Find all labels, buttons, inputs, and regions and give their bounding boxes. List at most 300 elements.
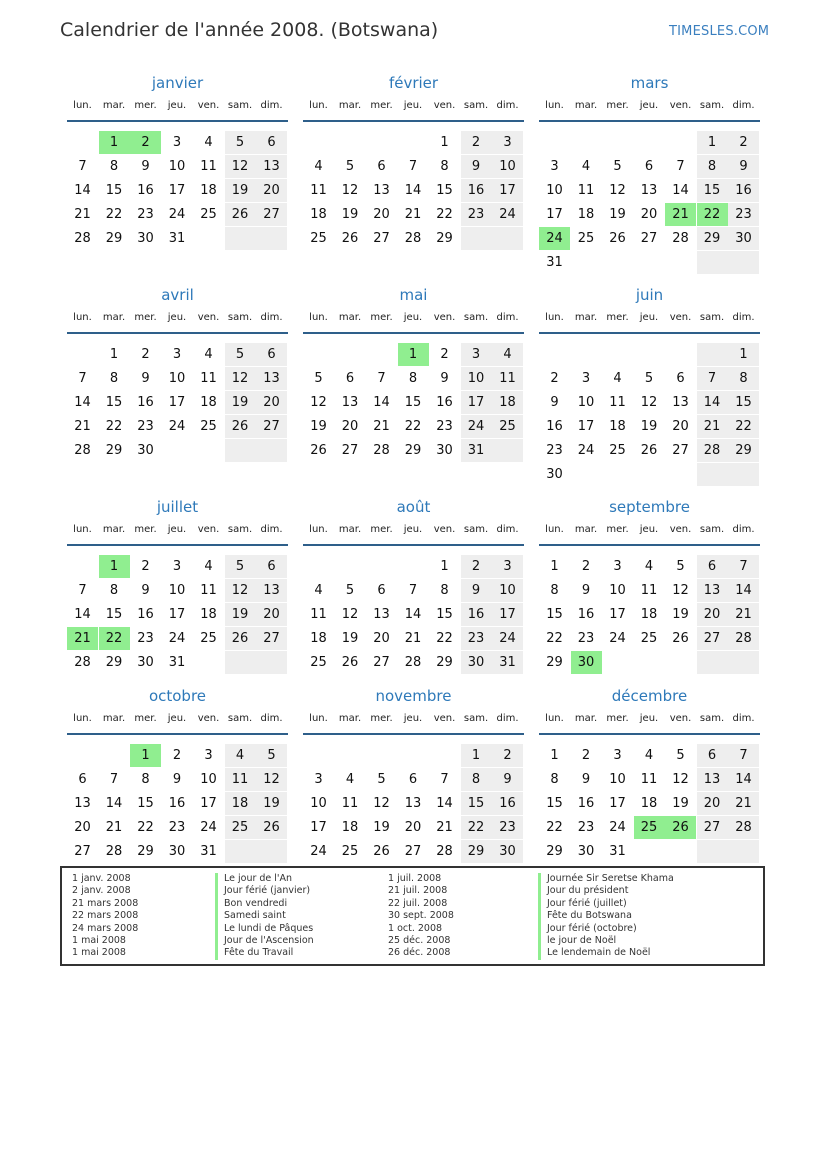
day-cell[interactable]: 9 <box>461 579 492 602</box>
day-cell[interactable]: 8 <box>550 583 559 598</box>
day-cell[interactable]: 9 <box>141 371 150 386</box>
day-cell[interactable]: 23 <box>492 816 523 839</box>
day-cell[interactable]: 9 <box>141 159 150 174</box>
day-cell[interactable]: 18 <box>200 607 217 622</box>
day-cell[interactable]: 1 <box>728 343 759 366</box>
day-cell[interactable]: 28 <box>74 443 91 458</box>
day-cell[interactable]: 15 <box>436 183 453 198</box>
day-cell[interactable]: 4 <box>204 135 213 150</box>
day-cell[interactable]: 10 <box>200 772 217 787</box>
day-cell[interactable]: 22 <box>546 631 563 646</box>
day-cell[interactable]: 13 <box>74 796 91 811</box>
day-cell[interactable]: 26 <box>373 844 390 859</box>
day-cell[interactable]: 22 <box>728 415 759 438</box>
day-cell[interactable]: 4 <box>644 559 654 574</box>
day-cell[interactable]: 17 <box>461 391 492 414</box>
day-cell[interactable]: 26 <box>341 655 359 670</box>
day-cell[interactable]: 24 <box>577 443 595 458</box>
day-cell[interactable]: 18 <box>310 631 327 646</box>
day-cell[interactable]: 22 <box>461 816 492 839</box>
day-cell[interactable]: 7 <box>408 159 418 174</box>
day-cell[interactable]: 12 <box>609 183 626 198</box>
day-cell[interactable]: 20 <box>341 419 359 434</box>
day-cell[interactable]: 28 <box>728 816 759 839</box>
day-cell[interactable]: 10 <box>492 155 523 178</box>
day-cell[interactable]: 3 <box>581 371 591 386</box>
day-cell[interactable]: 14 <box>728 579 759 602</box>
day-cell[interactable]: 11 <box>341 796 359 811</box>
day-cell[interactable]: 29 <box>697 227 728 250</box>
day-cell[interactable]: 15 <box>436 607 453 622</box>
day-cell[interactable]: 25 <box>200 631 217 646</box>
day-cell[interactable]: 10 <box>492 579 523 602</box>
day-cell[interactable]: 29 <box>105 231 123 246</box>
day-cell[interactable]: 28 <box>697 439 728 462</box>
day-cell[interactable]: 14 <box>74 395 91 410</box>
day-cell[interactable]: 9 <box>581 583 591 598</box>
day-cell[interactable]: 9 <box>492 768 523 791</box>
day-cell[interactable]: 28 <box>436 844 453 859</box>
day-cell[interactable]: 24 <box>461 415 492 438</box>
day-cell[interactable]: 1 <box>550 559 559 574</box>
day-cell[interactable]: 31 <box>461 439 492 462</box>
day-cell[interactable]: 19 <box>672 796 689 811</box>
day-cell[interactable]: 29 <box>105 443 123 458</box>
day-cell[interactable]: 24 <box>168 207 186 222</box>
day-cell[interactable]: 28 <box>373 443 390 458</box>
day-cell[interactable]: 1 <box>440 135 449 150</box>
day-cell[interactable]: 31 <box>168 231 186 246</box>
day-cell[interactable]: 16 <box>461 603 492 626</box>
day-cell[interactable]: 19 <box>310 419 327 434</box>
day-cell[interactable]: 2 <box>440 347 449 362</box>
day-cell[interactable]: 5 <box>225 555 256 578</box>
day-cell[interactable]: 22 <box>436 207 453 222</box>
day-cell[interactable]: 9 <box>581 772 591 787</box>
day-cell[interactable]: 2 <box>492 744 523 767</box>
day-cell[interactable]: 28 <box>74 231 91 246</box>
day-cell[interactable]: 6 <box>78 772 87 787</box>
day-cell[interactable]: 18 <box>609 419 626 434</box>
day-cell[interactable]: 7 <box>728 744 759 767</box>
day-cell[interactable]: 30 <box>492 840 523 863</box>
day-cell[interactable]: 27 <box>256 415 287 438</box>
day-cell[interactable]: 24 <box>310 844 327 859</box>
day-cell[interactable]: 5 <box>345 159 355 174</box>
day-cell[interactable]: 4 <box>345 772 355 787</box>
day-cell[interactable]: 11 <box>310 607 327 622</box>
day-cell[interactable]: 29 <box>137 844 154 859</box>
day-cell[interactable]: 4 <box>613 371 622 386</box>
day-cell[interactable]: 12 <box>225 155 256 178</box>
day-cell[interactable]: 25 <box>492 415 523 438</box>
day-cell[interactable]: 5 <box>644 371 654 386</box>
day-cell[interactable]: 24 <box>200 820 217 835</box>
day-cell[interactable]: 25 <box>310 231 327 246</box>
day-cell[interactable]: 5 <box>314 371 323 386</box>
day-cell[interactable]: 8 <box>109 583 119 598</box>
day-cell[interactable]: 28 <box>105 844 123 859</box>
day-cell[interactable]: 20 <box>74 820 91 835</box>
day-cell[interactable]: 6 <box>408 772 418 787</box>
day-cell[interactable]: 3 <box>613 559 622 574</box>
day-cell[interactable]: 12 <box>225 367 256 390</box>
day-cell[interactable]: 19 <box>341 631 359 646</box>
day-cell[interactable]: 21 <box>404 207 422 222</box>
day-cell[interactable]: 25 <box>609 443 626 458</box>
day-cell[interactable]: 24 <box>168 631 186 646</box>
day-cell[interactable]: 12 <box>310 395 327 410</box>
day-cell[interactable]: 13 <box>640 183 658 198</box>
day-cell[interactable]: 8 <box>109 159 119 174</box>
day-cell[interactable]: 2 <box>550 371 559 386</box>
day-cell[interactable]: 12 <box>341 183 359 198</box>
day-cell[interactable]: 2 <box>461 131 492 154</box>
day-cell[interactable]: 11 <box>609 395 626 410</box>
day-cell[interactable]: 31 <box>200 844 217 859</box>
day-cell[interactable]: 30 <box>571 651 602 674</box>
day-cell[interactable]: 3 <box>492 131 523 154</box>
day-cell[interactable]: 18 <box>200 395 217 410</box>
day-cell[interactable]: 14 <box>436 796 453 811</box>
day-cell[interactable]: 22 <box>105 419 123 434</box>
day-cell[interactable]: 19 <box>256 792 287 815</box>
day-cell[interactable]: 16 <box>168 796 186 811</box>
day-cell[interactable]: 27 <box>373 231 390 246</box>
day-cell[interactable]: 16 <box>728 179 759 202</box>
day-cell[interactable]: 9 <box>550 395 559 410</box>
day-cell[interactable]: 28 <box>74 655 91 670</box>
day-cell[interactable]: 29 <box>546 655 563 670</box>
day-cell[interactable]: 17 <box>168 607 186 622</box>
day-cell[interactable]: 3 <box>172 135 182 150</box>
day-cell[interactable]: 15 <box>105 607 123 622</box>
day-cell[interactable]: 6 <box>256 343 287 366</box>
day-cell[interactable]: 13 <box>256 579 287 602</box>
day-cell[interactable]: 5 <box>676 748 685 763</box>
day-cell[interactable]: 2 <box>581 559 591 574</box>
day-cell[interactable]: 16 <box>461 179 492 202</box>
day-cell[interactable]: 15 <box>546 796 563 811</box>
day-cell[interactable]: 4 <box>644 748 654 763</box>
day-cell[interactable]: 23 <box>577 820 595 835</box>
day-cell[interactable]: 10 <box>310 796 327 811</box>
day-cell[interactable]: 7 <box>676 159 685 174</box>
day-cell[interactable]: 8 <box>550 772 559 787</box>
day-cell[interactable]: 25 <box>634 816 665 839</box>
day-cell[interactable]: 7 <box>78 159 87 174</box>
day-cell[interactable]: 4 <box>314 583 323 598</box>
day-cell[interactable]: 10 <box>168 159 186 174</box>
day-cell[interactable]: 17 <box>168 183 186 198</box>
day-cell[interactable]: 17 <box>200 796 217 811</box>
day-cell[interactable]: 20 <box>697 792 728 815</box>
day-cell[interactable]: 1 <box>130 744 161 767</box>
day-cell[interactable]: 27 <box>672 443 689 458</box>
day-cell[interactable]: 13 <box>672 395 689 410</box>
day-cell[interactable]: 31 <box>492 651 523 674</box>
day-cell[interactable]: 21 <box>74 419 91 434</box>
day-cell[interactable]: 7 <box>440 772 449 787</box>
day-cell[interactable]: 20 <box>256 391 287 414</box>
day-cell[interactable]: 24 <box>609 631 626 646</box>
day-cell[interactable]: 17 <box>577 419 595 434</box>
day-cell[interactable]: 12 <box>225 579 256 602</box>
day-cell[interactable]: 5 <box>225 343 256 366</box>
day-cell[interactable]: 11 <box>492 367 523 390</box>
day-cell[interactable]: 30 <box>137 231 154 246</box>
day-cell[interactable]: 15 <box>404 395 422 410</box>
day-cell[interactable]: 15 <box>105 395 123 410</box>
day-cell[interactable]: 28 <box>404 655 422 670</box>
day-cell[interactable]: 13 <box>697 579 728 602</box>
day-cell[interactable]: 25 <box>577 231 595 246</box>
day-cell[interactable]: 3 <box>550 159 559 174</box>
day-cell[interactable]: 8 <box>141 772 150 787</box>
day-cell[interactable]: 26 <box>225 203 256 226</box>
day-cell[interactable]: 22 <box>436 631 453 646</box>
day-cell[interactable]: 11 <box>200 371 217 386</box>
day-cell[interactable]: 14 <box>74 607 91 622</box>
day-cell[interactable]: 17 <box>546 207 563 222</box>
day-cell[interactable]: 22 <box>99 627 130 650</box>
day-cell[interactable]: 3 <box>172 347 182 362</box>
day-cell[interactable]: 14 <box>105 796 123 811</box>
day-cell[interactable]: 10 <box>546 183 563 198</box>
day-cell[interactable]: 15 <box>546 607 563 622</box>
day-cell[interactable]: 9 <box>728 155 759 178</box>
day-cell[interactable]: 20 <box>697 603 728 626</box>
day-cell[interactable]: 9 <box>461 155 492 178</box>
day-cell[interactable]: 7 <box>728 555 759 578</box>
day-cell[interactable]: 25 <box>310 655 327 670</box>
day-cell[interactable]: 8 <box>440 583 449 598</box>
day-cell[interactable]: 25 <box>225 816 256 839</box>
day-cell[interactable]: 19 <box>373 820 390 835</box>
day-cell[interactable]: 10 <box>609 772 626 787</box>
day-cell[interactable]: 24 <box>168 419 186 434</box>
day-cell[interactable]: 25 <box>640 631 658 646</box>
day-cell[interactable]: 21 <box>373 419 390 434</box>
day-cell[interactable]: 26 <box>256 816 287 839</box>
day-cell[interactable]: 12 <box>256 768 287 791</box>
day-cell[interactable]: 15 <box>105 183 123 198</box>
day-cell[interactable]: 22 <box>404 419 422 434</box>
day-cell[interactable]: 16 <box>137 607 154 622</box>
day-cell[interactable]: 8 <box>728 367 759 390</box>
day-cell[interactable]: 10 <box>461 367 492 390</box>
day-cell[interactable]: 7 <box>78 371 87 386</box>
day-cell[interactable]: 26 <box>609 231 626 246</box>
day-cell[interactable]: 19 <box>225 603 256 626</box>
day-cell[interactable]: 26 <box>665 816 696 839</box>
day-cell[interactable]: 14 <box>728 768 759 791</box>
day-cell[interactable]: 27 <box>256 627 287 650</box>
day-cell[interactable]: 23 <box>728 203 759 226</box>
day-cell[interactable]: 1 <box>550 748 559 763</box>
day-cell[interactable]: 21 <box>697 415 728 438</box>
day-cell[interactable]: 14 <box>404 183 422 198</box>
day-cell[interactable]: 2 <box>461 555 492 578</box>
day-cell[interactable]: 29 <box>436 231 453 246</box>
day-cell[interactable]: 26 <box>341 231 359 246</box>
day-cell[interactable]: 30 <box>137 655 154 670</box>
day-cell[interactable]: 20 <box>640 207 658 222</box>
day-cell[interactable]: 19 <box>640 419 658 434</box>
day-cell[interactable]: 1 <box>109 347 119 362</box>
day-cell[interactable]: 26 <box>310 443 327 458</box>
day-cell[interactable]: 15 <box>137 796 154 811</box>
day-cell[interactable]: 21 <box>67 627 98 650</box>
day-cell[interactable]: 29 <box>461 840 492 863</box>
day-cell[interactable]: 13 <box>373 183 390 198</box>
day-cell[interactable]: 27 <box>341 443 359 458</box>
day-cell[interactable]: 11 <box>225 768 256 791</box>
day-cell[interactable]: 25 <box>341 844 359 859</box>
day-cell[interactable]: 28 <box>404 231 422 246</box>
day-cell[interactable]: 25 <box>200 207 217 222</box>
day-cell[interactable]: 30 <box>168 844 186 859</box>
day-cell[interactable]: 19 <box>609 207 626 222</box>
day-cell[interactable]: 15 <box>728 391 759 414</box>
day-cell[interactable]: 29 <box>728 439 759 462</box>
day-cell[interactable]: 5 <box>345 583 355 598</box>
day-cell[interactable]: 30 <box>137 443 154 458</box>
day-cell[interactable]: 18 <box>200 183 217 198</box>
day-cell[interactable]: 26 <box>640 443 658 458</box>
day-cell[interactable]: 29 <box>404 443 422 458</box>
day-cell[interactable]: 17 <box>168 395 186 410</box>
day-cell[interactable]: 16 <box>137 183 154 198</box>
day-cell[interactable]: 29 <box>546 844 563 859</box>
day-cell[interactable]: 13 <box>373 607 390 622</box>
day-cell[interactable]: 3 <box>204 748 213 763</box>
day-cell[interactable]: 26 <box>225 415 256 438</box>
day-cell[interactable]: 6 <box>377 159 386 174</box>
day-cell[interactable]: 3 <box>613 748 622 763</box>
day-cell[interactable]: 3 <box>461 343 492 366</box>
day-cell[interactable]: 21 <box>105 820 123 835</box>
day-cell[interactable]: 2 <box>141 559 150 574</box>
day-cell[interactable]: 23 <box>137 207 154 222</box>
day-cell[interactable]: 8 <box>440 159 449 174</box>
day-cell[interactable]: 20 <box>256 603 287 626</box>
day-cell[interactable]: 17 <box>609 607 626 622</box>
day-cell[interactable]: 21 <box>728 792 759 815</box>
day-cell[interactable]: 18 <box>341 820 359 835</box>
day-cell[interactable]: 11 <box>640 583 658 598</box>
day-cell[interactable]: 10 <box>168 371 186 386</box>
day-cell[interactable]: 2 <box>172 748 182 763</box>
day-cell[interactable]: 15 <box>697 179 728 202</box>
day-cell[interactable]: 12 <box>373 796 390 811</box>
day-cell[interactable]: 20 <box>672 419 689 434</box>
day-cell[interactable]: 30 <box>728 227 759 250</box>
day-cell[interactable]: 17 <box>492 179 523 202</box>
day-cell[interactable]: 19 <box>225 179 256 202</box>
day-cell[interactable]: 20 <box>373 207 390 222</box>
day-cell[interactable]: 30 <box>546 467 563 482</box>
day-cell[interactable]: 7 <box>377 371 386 386</box>
day-cell[interactable]: 23 <box>137 419 154 434</box>
day-cell[interactable]: 27 <box>373 655 390 670</box>
day-cell[interactable]: 13 <box>341 395 359 410</box>
day-cell[interactable]: 23 <box>168 820 186 835</box>
day-cell[interactable]: 27 <box>256 203 287 226</box>
day-cell[interactable]: 12 <box>341 607 359 622</box>
day-cell[interactable]: 30 <box>577 844 595 859</box>
day-cell[interactable]: 7 <box>78 583 87 598</box>
day-cell[interactable]: 20 <box>256 179 287 202</box>
day-cell[interactable]: 18 <box>640 607 658 622</box>
day-cell[interactable]: 21 <box>436 820 453 835</box>
day-cell[interactable]: 14 <box>404 607 422 622</box>
day-cell[interactable]: 6 <box>377 583 386 598</box>
day-cell[interactable]: 11 <box>640 772 658 787</box>
day-cell[interactable]: 22 <box>546 820 563 835</box>
day-cell[interactable]: 16 <box>546 419 563 434</box>
day-cell[interactable]: 24 <box>492 627 523 650</box>
day-cell[interactable]: 1 <box>99 131 130 154</box>
day-cell[interactable]: 13 <box>697 768 728 791</box>
day-cell[interactable]: 12 <box>640 395 658 410</box>
day-cell[interactable]: 21 <box>404 631 422 646</box>
day-cell[interactable]: 4 <box>581 159 591 174</box>
day-cell[interactable]: 27 <box>697 627 728 650</box>
day-cell[interactable]: 6 <box>676 371 685 386</box>
day-cell[interactable]: 16 <box>137 395 154 410</box>
day-cell[interactable]: 8 <box>408 371 418 386</box>
day-cell[interactable]: 19 <box>341 207 359 222</box>
day-cell[interactable]: 5 <box>225 131 256 154</box>
day-cell[interactable]: 11 <box>200 159 217 174</box>
day-cell[interactable]: 3 <box>172 559 182 574</box>
day-cell[interactable]: 16 <box>577 796 595 811</box>
day-cell[interactable]: 31 <box>546 255 563 270</box>
day-cell[interactable]: 25 <box>200 419 217 434</box>
day-cell[interactable]: 26 <box>225 627 256 650</box>
day-cell[interactable]: 19 <box>672 607 689 622</box>
day-cell[interactable]: 15 <box>461 792 492 815</box>
day-cell[interactable]: 18 <box>225 792 256 815</box>
day-cell[interactable]: 5 <box>613 159 622 174</box>
day-cell[interactable]: 10 <box>577 395 595 410</box>
day-cell[interactable]: 2 <box>581 748 591 763</box>
day-cell[interactable]: 6 <box>256 555 287 578</box>
day-cell[interactable]: 7 <box>408 583 418 598</box>
day-cell[interactable]: 23 <box>461 203 492 226</box>
day-cell[interactable]: 29 <box>436 655 453 670</box>
day-cell[interactable]: 3 <box>492 555 523 578</box>
day-cell[interactable]: 6 <box>697 555 728 578</box>
day-cell[interactable]: 27 <box>404 844 422 859</box>
day-cell[interactable]: 14 <box>373 395 390 410</box>
day-cell[interactable]: 6 <box>345 371 355 386</box>
day-cell[interactable]: 1 <box>440 559 449 574</box>
day-cell[interactable]: 10 <box>168 583 186 598</box>
day-cell[interactable]: 5 <box>256 744 287 767</box>
day-cell[interactable]: 1 <box>99 555 130 578</box>
day-cell[interactable]: 30 <box>436 443 453 458</box>
day-cell[interactable]: 5 <box>676 559 685 574</box>
day-cell[interactable]: 23 <box>577 631 595 646</box>
day-cell[interactable]: 11 <box>577 183 595 198</box>
day-cell[interactable]: 31 <box>168 655 186 670</box>
day-cell[interactable]: 19 <box>225 391 256 414</box>
day-cell[interactable]: 5 <box>377 772 386 787</box>
day-cell[interactable]: 22 <box>137 820 154 835</box>
day-cell[interactable]: 23 <box>137 631 154 646</box>
